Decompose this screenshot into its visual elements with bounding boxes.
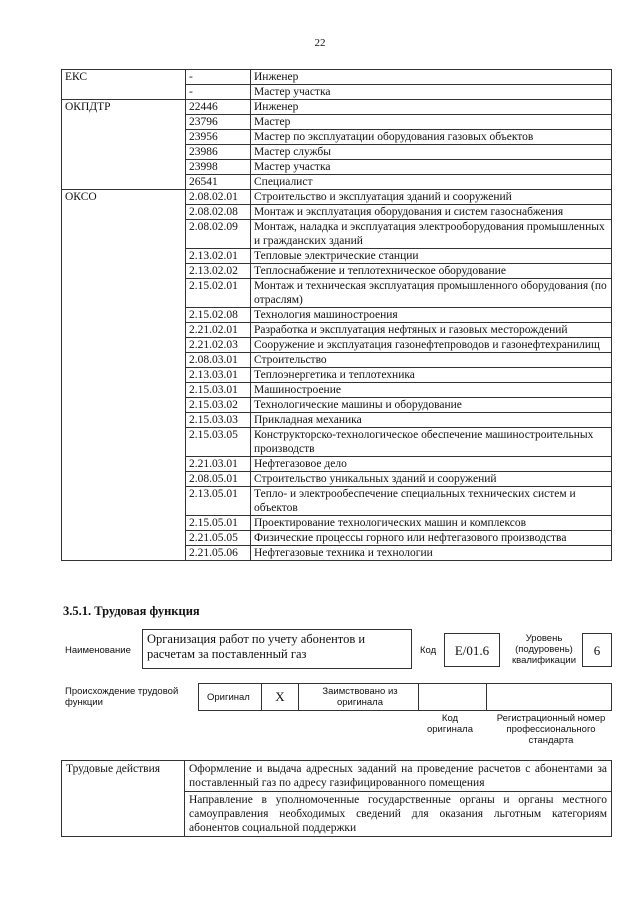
classification-name: Разработка и эксплуатация нефтяных и газовых месторождений <box>251 323 612 338</box>
classification-name: Сооружение и эксплуатация газонефтепроводов и газонефтехранилищ <box>251 338 612 353</box>
classification-name: Строительство <box>251 353 612 368</box>
labor-action-item: Оформление и выдача адресных заданий на проведение расчетов с абонентами за поставленный газ по адресу газифицированного помещения <box>185 761 612 792</box>
classification-code: 2.21.03.01 <box>186 457 251 472</box>
classification-code: 2.15.02.08 <box>186 308 251 323</box>
classification-code: 23986 <box>186 145 251 160</box>
labor-actions-table <box>61 760 612 837</box>
classification-name: Физические процессы горного или нефтегазового производства <box>251 531 612 546</box>
classification-code: 22446 <box>186 100 251 115</box>
classification-code: 2.21.02.01 <box>186 323 251 338</box>
classification-name: Машиностроение <box>251 383 612 398</box>
classification-code: 2.15.03.05 <box>186 428 251 457</box>
code-label: Код <box>420 645 437 656</box>
classification-group: ОКПДТР <box>62 100 186 190</box>
code-original-cell <box>418 683 487 711</box>
classification-code: 23956 <box>186 130 251 145</box>
classification-code: 23796 <box>186 115 251 130</box>
classification-code: 2.08.05.01 <box>186 472 251 487</box>
code-original-caption: Код оригинала <box>426 713 473 735</box>
labor-actions-header: Трудовые действия <box>62 761 185 837</box>
classification-row <box>62 70 612 85</box>
classification-name: Прикладная механика <box>251 413 612 428</box>
classification-code: 2.21.05.05 <box>186 531 251 546</box>
classification-code: 23998 <box>186 160 251 175</box>
classification-code: 26541 <box>186 175 251 190</box>
original-mark: X <box>261 683 299 711</box>
classification-name: Проектирование технологических машин и комплексов <box>251 516 612 531</box>
reg-number-caption: Регистрационный номер профессионального стандарта <box>496 713 606 746</box>
origin-row <box>198 683 612 711</box>
function-code-box: E/01.6 <box>444 633 500 667</box>
name-label: Наименование <box>65 645 131 656</box>
classification-name: Монтаж и техническая эксплуатация промышленного оборудования (по отраслям) <box>251 279 612 308</box>
classification-code: 2.15.02.01 <box>186 279 251 308</box>
classification-name: Нефтегазовые техника и технологии <box>251 546 612 561</box>
labor-action-item: Направление в уполномоченные государственные органы и органы местного самоуправления необходимых сведений для оказания льготным категориям абонентов социальной поддержки <box>185 792 612 837</box>
classification-name: Технологические машины и оборудование <box>251 398 612 413</box>
classification-code: - <box>186 70 251 85</box>
classification-name: Нефтегазовое дело <box>251 457 612 472</box>
qualification-level-box: 6 <box>582 633 612 667</box>
classification-code: 2.15.03.01 <box>186 383 251 398</box>
labor-action-row <box>62 761 612 792</box>
classification-name: Конструкторско-технологическое обеспечение машиностроительных производств <box>251 428 612 457</box>
reg-number-cell <box>486 683 612 711</box>
classification-name: Мастер службы <box>251 145 612 160</box>
classification-code: 2.13.02.02 <box>186 264 251 279</box>
classification-code: 2.08.02.09 <box>186 220 251 249</box>
classification-table-body <box>62 70 612 561</box>
function-name-box: Организация работ по учету абонентов и расчетам за поставленный газ <box>142 629 412 669</box>
classification-name: Мастер <box>251 115 612 130</box>
classification-code: 2.15.03.02 <box>186 398 251 413</box>
classification-name: Строительство и эксплуатация зданий и сооружений <box>251 190 612 205</box>
classification-name: Мастер участка <box>251 85 612 100</box>
classification-code: 2.13.05.01 <box>186 487 251 516</box>
classification-code: 2.13.02.01 <box>186 249 251 264</box>
classification-name: Теплоснабжение и теплотехническое оборудование <box>251 264 612 279</box>
classification-code: - <box>186 85 251 100</box>
classification-code: 2.08.02.08 <box>186 205 251 220</box>
classification-code: 2.13.03.01 <box>186 368 251 383</box>
section-heading: 3.5.1. Трудовая функция <box>63 604 200 618</box>
classification-code: 2.21.05.06 <box>186 546 251 561</box>
classification-name: Мастер по эксплуатации оборудования газовых объектов <box>251 130 612 145</box>
borrowed-label: Заимствовано из оригинала <box>322 686 398 708</box>
classification-code: 2.08.03.01 <box>186 353 251 368</box>
classification-name: Специалист <box>251 175 612 190</box>
classification-code: 2.15.05.01 <box>186 516 251 531</box>
page-number: 22 <box>314 37 326 49</box>
classification-name: Мастер участка <box>251 160 612 175</box>
original-cell <box>198 683 262 711</box>
classification-name: Теплоэнергетика и теплотехника <box>251 368 612 383</box>
classification-name: Тепловые электрические станции <box>251 249 612 264</box>
classification-name: Монтаж и эксплуатация оборудования и систем газоснабжения <box>251 205 612 220</box>
classification-code: 2.08.02.01 <box>186 190 251 205</box>
classification-name: Инженер <box>251 100 612 115</box>
classification-name: Технология машиностроения <box>251 308 612 323</box>
classification-name: Инженер <box>251 70 612 85</box>
classification-code: 2.15.03.03 <box>186 413 251 428</box>
classification-table <box>61 69 612 561</box>
classification-code: 2.21.02.03 <box>186 338 251 353</box>
classification-group: ЕКС <box>62 70 186 100</box>
classification-name: Монтаж, наладка и эксплуатация электрооборудования промышленных и гражданских зданий <box>251 220 612 249</box>
classification-group: ОКСО <box>62 190 186 561</box>
classification-name: Тепло- и электрообеспечение специальных технических систем и объектов <box>251 487 612 516</box>
qualification-level-label: Уровень (подуровень) квалификации <box>511 633 577 666</box>
borrowed-cell <box>298 683 419 711</box>
classification-row <box>62 190 612 205</box>
classification-name: Строительство уникальных зданий и сооружений <box>251 472 612 487</box>
origin-label: Происхождение трудовой функции <box>65 686 179 708</box>
original-label: Оригинал <box>207 692 250 703</box>
classification-row <box>62 100 612 115</box>
